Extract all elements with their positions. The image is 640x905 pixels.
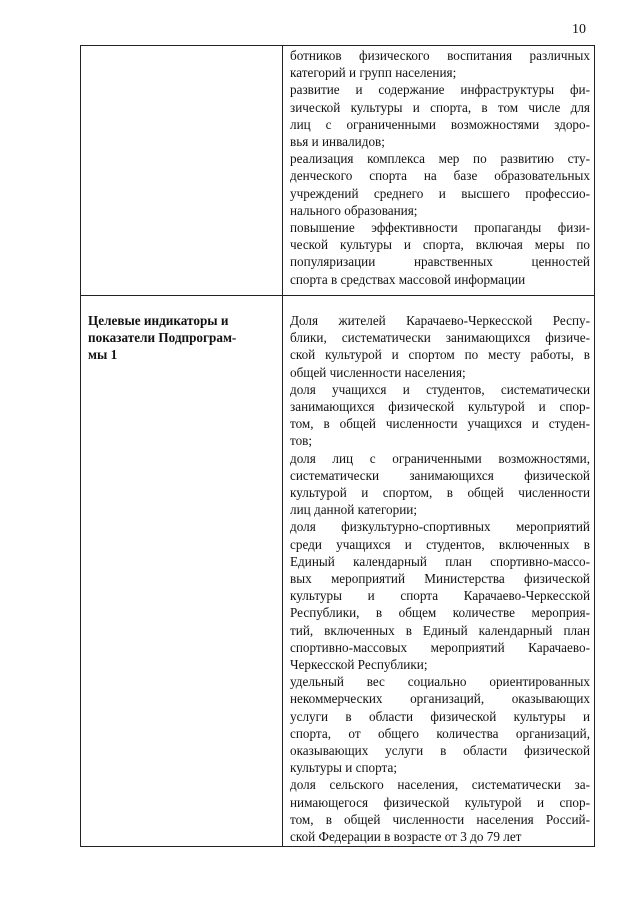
content-line: культуры и спорта Карачаево-Черкесской <box>290 588 590 604</box>
row-label-cell <box>81 46 283 296</box>
row-content-cell <box>283 46 595 296</box>
content-line: спорта в средствах массовой информации <box>290 271 526 287</box>
content-line: категорий и групп населения; <box>290 65 457 81</box>
table-row <box>81 46 595 296</box>
row-label-cell <box>81 296 283 847</box>
content-line: услуги в области физической культуры и <box>290 708 590 724</box>
content-line: том, в общей численности учащихся и студен- <box>290 416 590 432</box>
content-line: популяризации нравственных ценностей <box>290 254 590 270</box>
content-line: некоммерческих организаций, оказывающих <box>290 691 590 707</box>
content-line: зической культуры и спорта, в том числе для <box>290 99 590 115</box>
content-line: культуры и спорта; <box>290 760 397 776</box>
table-row <box>81 296 595 847</box>
content-line: ской культурой и спортом по месту работы, в <box>290 347 590 363</box>
content-line: лиц с ограниченными возможностями здоро- <box>290 116 590 132</box>
content-line: учреждений среднего и высшего профессио- <box>290 185 590 201</box>
content-line: Республики, в общем количестве мероприя- <box>290 605 590 621</box>
program-table <box>80 45 595 847</box>
content-line: нимающегося физической культурой и спор- <box>290 794 590 810</box>
content-line: оказывающих услуги в области физической <box>290 743 590 759</box>
content-line: реализация комплекса мер по развитию сту- <box>290 151 590 167</box>
page-number: 10 <box>572 22 586 37</box>
content-line: Черкесской Республики; <box>290 657 428 673</box>
content-line: Доля жителей Карачаево-Черкесской Респу- <box>290 313 590 328</box>
row-label-line: мы 1 <box>88 347 118 363</box>
content-line: доля сельского населения, систематически за- <box>290 777 590 793</box>
content-line: ческой культуры и спорта, включая меры по <box>290 237 590 253</box>
content-line: тий, включенных в Единый календарный план <box>290 622 590 638</box>
row-label-line: Целевые индикаторы и <box>88 313 229 328</box>
content-line: вья и инвалидов; <box>290 134 385 150</box>
content-line: систематически занимающихся физической <box>290 467 590 483</box>
content-line: ботников физического воспитания различных <box>290 48 590 63</box>
content-line: общей численности населения; <box>290 364 466 380</box>
content-line: ской Федерации в возрасте от 3 до 79 лет <box>290 829 522 845</box>
content-line: спортивно-массовых мероприятий Карачаево- <box>290 639 590 655</box>
content-line: Единый календарный план спортивно-массо- <box>290 553 590 569</box>
content-line: спорта, от общего количества организаций, <box>290 725 590 741</box>
content-line: доля лиц с ограниченными возможностями, <box>290 450 590 466</box>
content-line: доля учащихся и студентов, систематически <box>290 381 590 397</box>
content-line: культурой и спортом, в общей численности <box>290 485 590 501</box>
content-line: повышение эффективности пропаганды физи- <box>290 220 590 236</box>
content-line: удельный вес социально ориентированных <box>290 674 590 690</box>
content-line: занимающихся физической культурой и спор- <box>290 399 590 415</box>
content-line: лиц данной категории; <box>290 502 417 518</box>
content-line: блики, систематически занимающихся физиче- <box>290 330 590 346</box>
content-line: нального образования; <box>290 202 418 218</box>
content-line: среди учащихся и студентов, включенных в <box>290 536 590 552</box>
row-label-line: показатели Подпрограм- <box>88 330 237 346</box>
content-line: вых мероприятий Министерства физической <box>290 571 590 587</box>
content-line: том, в общей численности населения Россий- <box>290 811 590 827</box>
content-line: развитие и содержание инфраструктуры фи- <box>290 82 590 98</box>
content-line: денческого спорта на базе образовательных <box>290 168 590 184</box>
content-line: тов; <box>290 433 313 449</box>
row-content-cell <box>283 296 595 847</box>
content-line: доля физкультурно-спортивных мероприятий <box>290 519 590 535</box>
